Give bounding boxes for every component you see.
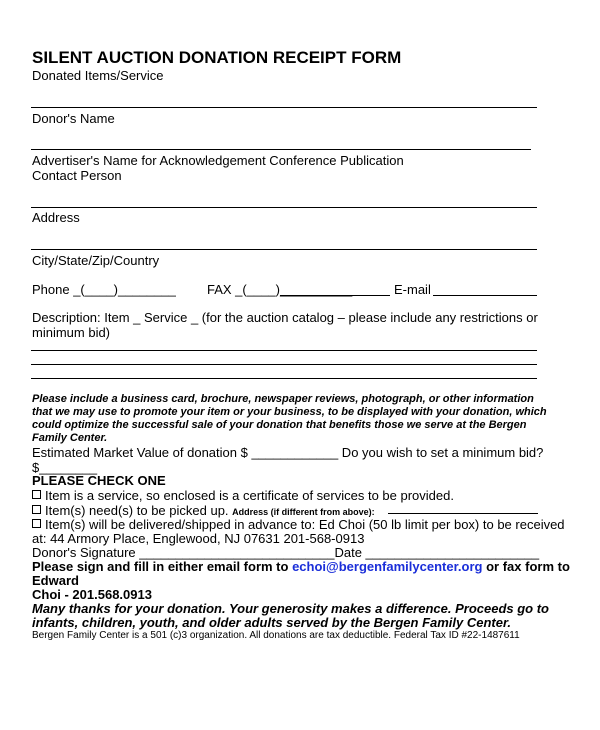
form-title: SILENT AUCTION DONATION RECEIPT FORM bbox=[32, 48, 402, 67]
contact-name: Edward bbox=[32, 573, 79, 588]
minimum-bid-amount[interactable]: $________ bbox=[32, 460, 98, 475]
pickup-address-field[interactable] bbox=[388, 513, 538, 514]
promo-text-3: could optimize the successful sale of your donation that benefits those we serve at the Bergen bbox=[32, 419, 527, 431]
email-link[interactable]: echoi@bergenfamilycenter.org bbox=[292, 559, 483, 574]
description-line-2[interactable] bbox=[31, 364, 537, 365]
option-service[interactable] bbox=[32, 488, 454, 503]
option-delivered[interactable] bbox=[32, 517, 565, 532]
promo-text-4: Family Center. bbox=[32, 432, 108, 444]
pickup-address-label: Address (if different from above): bbox=[232, 507, 375, 517]
donated-items-label: Donated Items/Service bbox=[32, 68, 164, 83]
contact-person-field[interactable] bbox=[31, 207, 537, 208]
option-pickup-label: Item(s) need(s) to be picked up. bbox=[45, 503, 229, 518]
address-label: Address bbox=[32, 210, 80, 225]
checkbox-icon[interactable] bbox=[32, 490, 41, 499]
advertiser-label: Advertiser's Name for Acknowledgement Conference Publication bbox=[32, 153, 404, 168]
promo-text-2: that we may use to promote your item or your business, to be displayed with your donation, which bbox=[32, 406, 547, 418]
promo-text-1: Please include a business card, brochure, newspaper reviews, photograph, or other information bbox=[32, 393, 534, 405]
donors-name-label: Donor's Name bbox=[32, 111, 115, 126]
description-label-2: minimum bid) bbox=[32, 325, 111, 340]
contact-fax: Choi - 201.568.0913 bbox=[32, 587, 152, 602]
thanks-text-1: Many thanks for your donation. Your generosity makes a difference. Proceeds go to bbox=[32, 601, 549, 616]
footer-note: Bergen Family Center is a 501 (c)3 organization. All donations are tax deductible. Federal Tax ID #22-1487611 bbox=[32, 630, 520, 641]
option-delivered-label: Item(s) will be delivered/shipped in advance to: Ed Choi (50 lb limit per box) to be received bbox=[45, 517, 565, 532]
market-value-line: Estimated Market Value of donation $ ____________ Do you wish to set a minimum bid? bbox=[32, 445, 544, 460]
delivery-address: at: 44 Armory Place, Englewood, NJ 07631 201-568-0913 bbox=[32, 531, 365, 546]
email-field[interactable] bbox=[433, 295, 537, 296]
thanks-text-2: infants, children, youth, and older adults served by the Bergen Family Center. bbox=[32, 615, 511, 630]
sign-instructions bbox=[32, 559, 570, 574]
address-field[interactable] bbox=[31, 249, 537, 250]
email-label: E-mail bbox=[394, 282, 431, 297]
sign-instructions-suffix: or fax form to bbox=[486, 559, 570, 574]
checkbox-icon[interactable] bbox=[32, 519, 41, 528]
checkbox-icon[interactable] bbox=[32, 505, 41, 514]
city-label: City/State/Zip/Country bbox=[32, 253, 160, 268]
phone-field[interactable]: Phone _(____)________ bbox=[32, 282, 176, 297]
donors-name-field[interactable] bbox=[31, 149, 531, 150]
option-service-label: Item is a service, so enclosed is a certificate of services to be provided. bbox=[45, 488, 454, 503]
fax-number-line[interactable] bbox=[280, 295, 390, 296]
description-line-1[interactable] bbox=[31, 350, 537, 351]
fax-field[interactable]: FAX _(____)__________ bbox=[207, 282, 353, 297]
check-one-heading: PLEASE CHECK ONE bbox=[32, 473, 166, 488]
sign-instructions-prefix: Please sign and fill in either email form to bbox=[32, 559, 289, 574]
signature-line[interactable]: Donor's Signature ___________________________Date ________________________ bbox=[32, 545, 540, 560]
contact-person-label: Contact Person bbox=[32, 168, 122, 183]
description-line-3[interactable] bbox=[31, 378, 537, 379]
donated-items-field[interactable] bbox=[31, 107, 537, 108]
description-label-1: Description: Item _ Service _ (for the auction catalog – please include any restrictions or bbox=[32, 310, 538, 325]
